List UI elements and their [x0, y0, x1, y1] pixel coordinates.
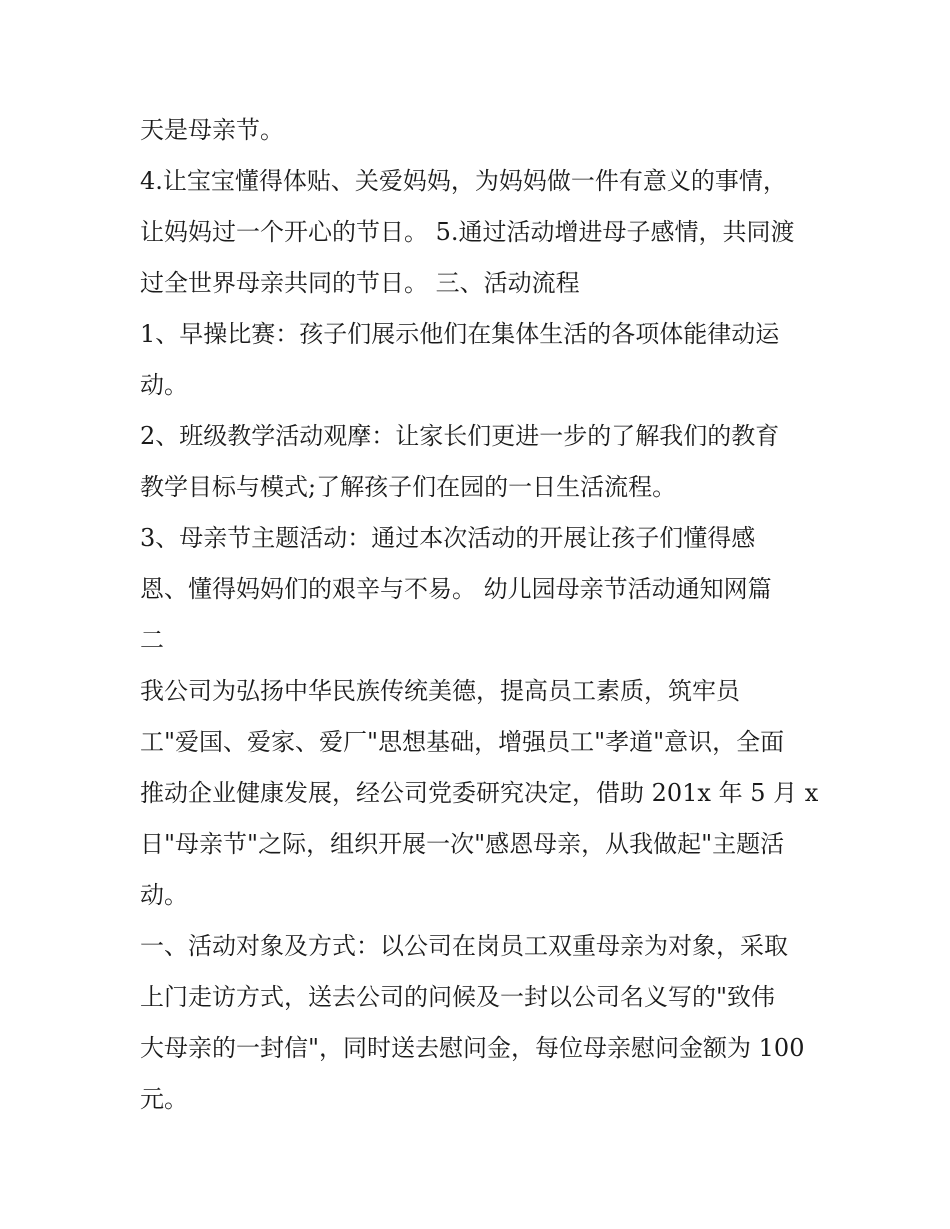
text-line: 二: [140, 626, 164, 654]
text-line: 动。: [140, 371, 188, 399]
text-line: 推动企业健康发展，经公司党委研究决定，借助 201x 年 5 月 x: [140, 779, 819, 807]
text-line: 过全世界母亲共同的节日。 三、活动流程: [140, 269, 580, 297]
text-line: 工"爱国、爱家、爱厂"思想基础，增强员工"孝道"意识，全面: [140, 728, 785, 756]
text-line: 2、班级教学活动观摩：让家长们更进一步的了解我们的教育: [140, 422, 780, 450]
text-line: 日"母亲节"之际，组织开展一次"感恩母亲，从我做起"主题活: [140, 830, 785, 858]
text-line: 一、活动对象及方式：以公司在岗员工双重母亲为对象，采取: [140, 932, 788, 960]
text-line: 动。: [140, 881, 188, 909]
text-line: 天是母亲节。: [140, 116, 284, 144]
text-line: 让妈妈过一个开心的节日。 5.通过活动增进母子感情，共同渡: [140, 218, 795, 246]
text-line: 恩、懂得妈妈们的艰辛与不易。 幼儿园母亲节活动通知网篇: [140, 575, 772, 603]
text-line: 4.让宝宝懂得体贴、关爱妈妈，为妈妈做一件有意义的事情，: [140, 167, 787, 195]
text-line: 元。: [140, 1085, 188, 1113]
text-line: 大母亲的一封信"，同时送去慰问金，每位母亲慰问金额为 100: [140, 1034, 805, 1062]
text-line: 上门走访方式，送去公司的问候及一封以公司名义写的"致伟: [140, 983, 776, 1011]
document-body: [140, 105, 820, 1125]
text-line: 教学目标与模式;了解孩子们在园的一日生活流程。: [140, 473, 677, 501]
text-line: 我公司为弘扬中华民族传统美德，提高员工素质，筑牢员: [140, 677, 740, 705]
text-line: 1、早操比赛：孩子们展示他们在集体生活的各项体能律动运: [140, 320, 780, 348]
text-line: 3、母亲节主题活动：通过本次活动的开展让孩子们懂得感: [140, 524, 756, 552]
